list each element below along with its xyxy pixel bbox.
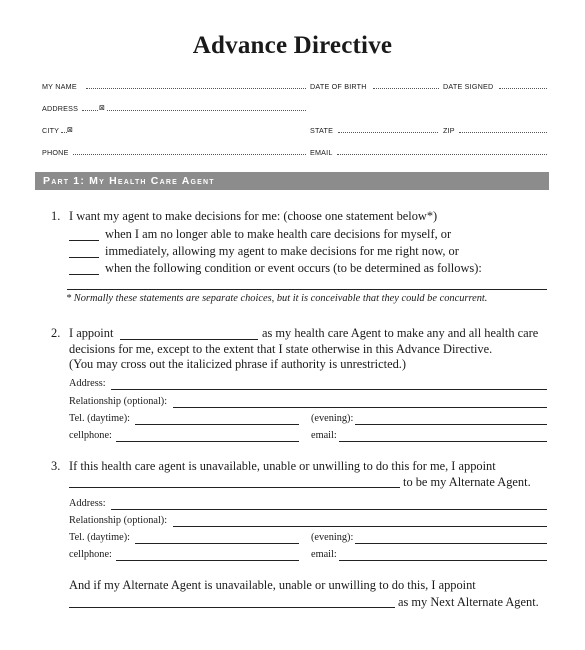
alternate-agent-text: to be my Alternate Agent. bbox=[403, 475, 531, 489]
alternate-agent-field[interactable] bbox=[69, 487, 400, 488]
city-checkbox-icon: ⊠ bbox=[67, 125, 74, 134]
zip-field[interactable] bbox=[459, 132, 547, 133]
alt-cell-label: cellphone: bbox=[69, 549, 112, 560]
alt-tel-field[interactable] bbox=[135, 543, 299, 544]
item-3-text: If this health care agent is unavailable, unable or unwilling to do this for me, I appoint bbox=[69, 459, 496, 473]
option-1-text: when I am no longer able to make health care decisions for myself, or bbox=[105, 227, 452, 241]
section-header-bar bbox=[35, 172, 549, 190]
my-name-label: MY NAME bbox=[42, 82, 77, 91]
agent-address-label: Address: bbox=[69, 378, 106, 389]
item-2-appoint: I appoint bbox=[69, 326, 114, 340]
alt-address-field[interactable] bbox=[111, 509, 547, 510]
item-2-number: 2. bbox=[51, 326, 61, 340]
agent-relationship-label: Relationship (optional): bbox=[69, 396, 168, 407]
agent-email-field[interactable] bbox=[339, 441, 547, 442]
item-1-number: 1. bbox=[51, 209, 61, 223]
next-alternate-agent-text: as my Next Alternate Agent. bbox=[398, 595, 539, 609]
agent-cell-label: cellphone: bbox=[69, 430, 112, 441]
alt-tel-label: Tel. (daytime): bbox=[69, 532, 131, 543]
date-of-birth-label: DATE OF BIRTH bbox=[310, 82, 367, 91]
footnote: * Normally these statements are separate choices, but it is conceivable that they could be concurrent. bbox=[66, 293, 488, 304]
agent-tel-label: Tel. (daytime): bbox=[69, 413, 131, 424]
date-of-birth-field[interactable] bbox=[373, 88, 439, 89]
item-1-text: I want my agent to make decisions for me: (choose one statement below*) bbox=[69, 209, 438, 223]
alt-evening-label: (evening): bbox=[311, 532, 354, 543]
alt-relationship-label: Relationship (optional): bbox=[69, 515, 168, 526]
phone-field[interactable] bbox=[73, 154, 306, 155]
alt-relationship-field[interactable] bbox=[173, 526, 547, 527]
option-1-blank[interactable] bbox=[69, 240, 99, 241]
agent-cell-field[interactable] bbox=[116, 441, 299, 442]
next-alternate-text: And if my Alternate Agent is unavailable, unable or unwilling to do this, I appoint bbox=[69, 578, 476, 592]
section-title: Part 1: My Health Care Agent bbox=[43, 175, 215, 187]
city-label: CITY bbox=[42, 126, 60, 135]
my-name-field[interactable] bbox=[86, 88, 306, 89]
alt-cell-field[interactable] bbox=[116, 560, 299, 561]
address-label: ADDRESS bbox=[42, 104, 79, 113]
agent-email-label: email: bbox=[311, 430, 337, 441]
address-field-lead[interactable] bbox=[82, 110, 98, 111]
address-checkbox-icon: ⊠ bbox=[99, 103, 106, 112]
next-alternate-agent-field[interactable] bbox=[69, 607, 395, 608]
zip-label: ZIP bbox=[443, 126, 455, 135]
date-signed-field[interactable] bbox=[499, 88, 547, 89]
option-3-text: when the following condition or event occurs (to be determined as follows): bbox=[105, 261, 482, 275]
item-2-as-agent: as my health care Agent to make any and all health care bbox=[262, 326, 539, 340]
condition-line[interactable] bbox=[67, 289, 547, 290]
page-title: Advance Directive bbox=[192, 32, 393, 59]
agent-name-field[interactable] bbox=[120, 339, 258, 340]
alt-evening-field[interactable] bbox=[355, 543, 547, 544]
option-2-blank[interactable] bbox=[69, 257, 99, 258]
option-2-text: immediately, allowing my agent to make decisions for me right now, or bbox=[105, 244, 459, 258]
agent-relationship-field[interactable] bbox=[173, 407, 547, 408]
email-label: EMAIL bbox=[310, 148, 333, 157]
agent-evening-label: (evening): bbox=[311, 413, 354, 424]
agent-tel-field[interactable] bbox=[135, 424, 299, 425]
phone-label: PHONE bbox=[42, 148, 69, 157]
agent-evening-field[interactable] bbox=[355, 424, 547, 425]
alt-email-field[interactable] bbox=[339, 560, 547, 561]
option-3-blank[interactable] bbox=[69, 274, 99, 275]
item-2-line2: decisions for me, except to the extent that I state otherwise in this Advance Directive. bbox=[69, 342, 493, 356]
date-signed-label: DATE SIGNED bbox=[443, 82, 494, 91]
alt-email-label: email: bbox=[311, 549, 337, 560]
item-3-number: 3. bbox=[51, 459, 61, 473]
agent-address-field[interactable] bbox=[111, 389, 547, 390]
item-2-line3: (You may cross out the italicized phrase if authority is unrestricted.) bbox=[69, 357, 406, 371]
alt-address-label: Address: bbox=[69, 498, 106, 509]
state-field[interactable] bbox=[338, 132, 438, 133]
email-field[interactable] bbox=[337, 154, 547, 155]
address-field[interactable] bbox=[107, 110, 306, 111]
state-label: STATE bbox=[310, 126, 334, 135]
